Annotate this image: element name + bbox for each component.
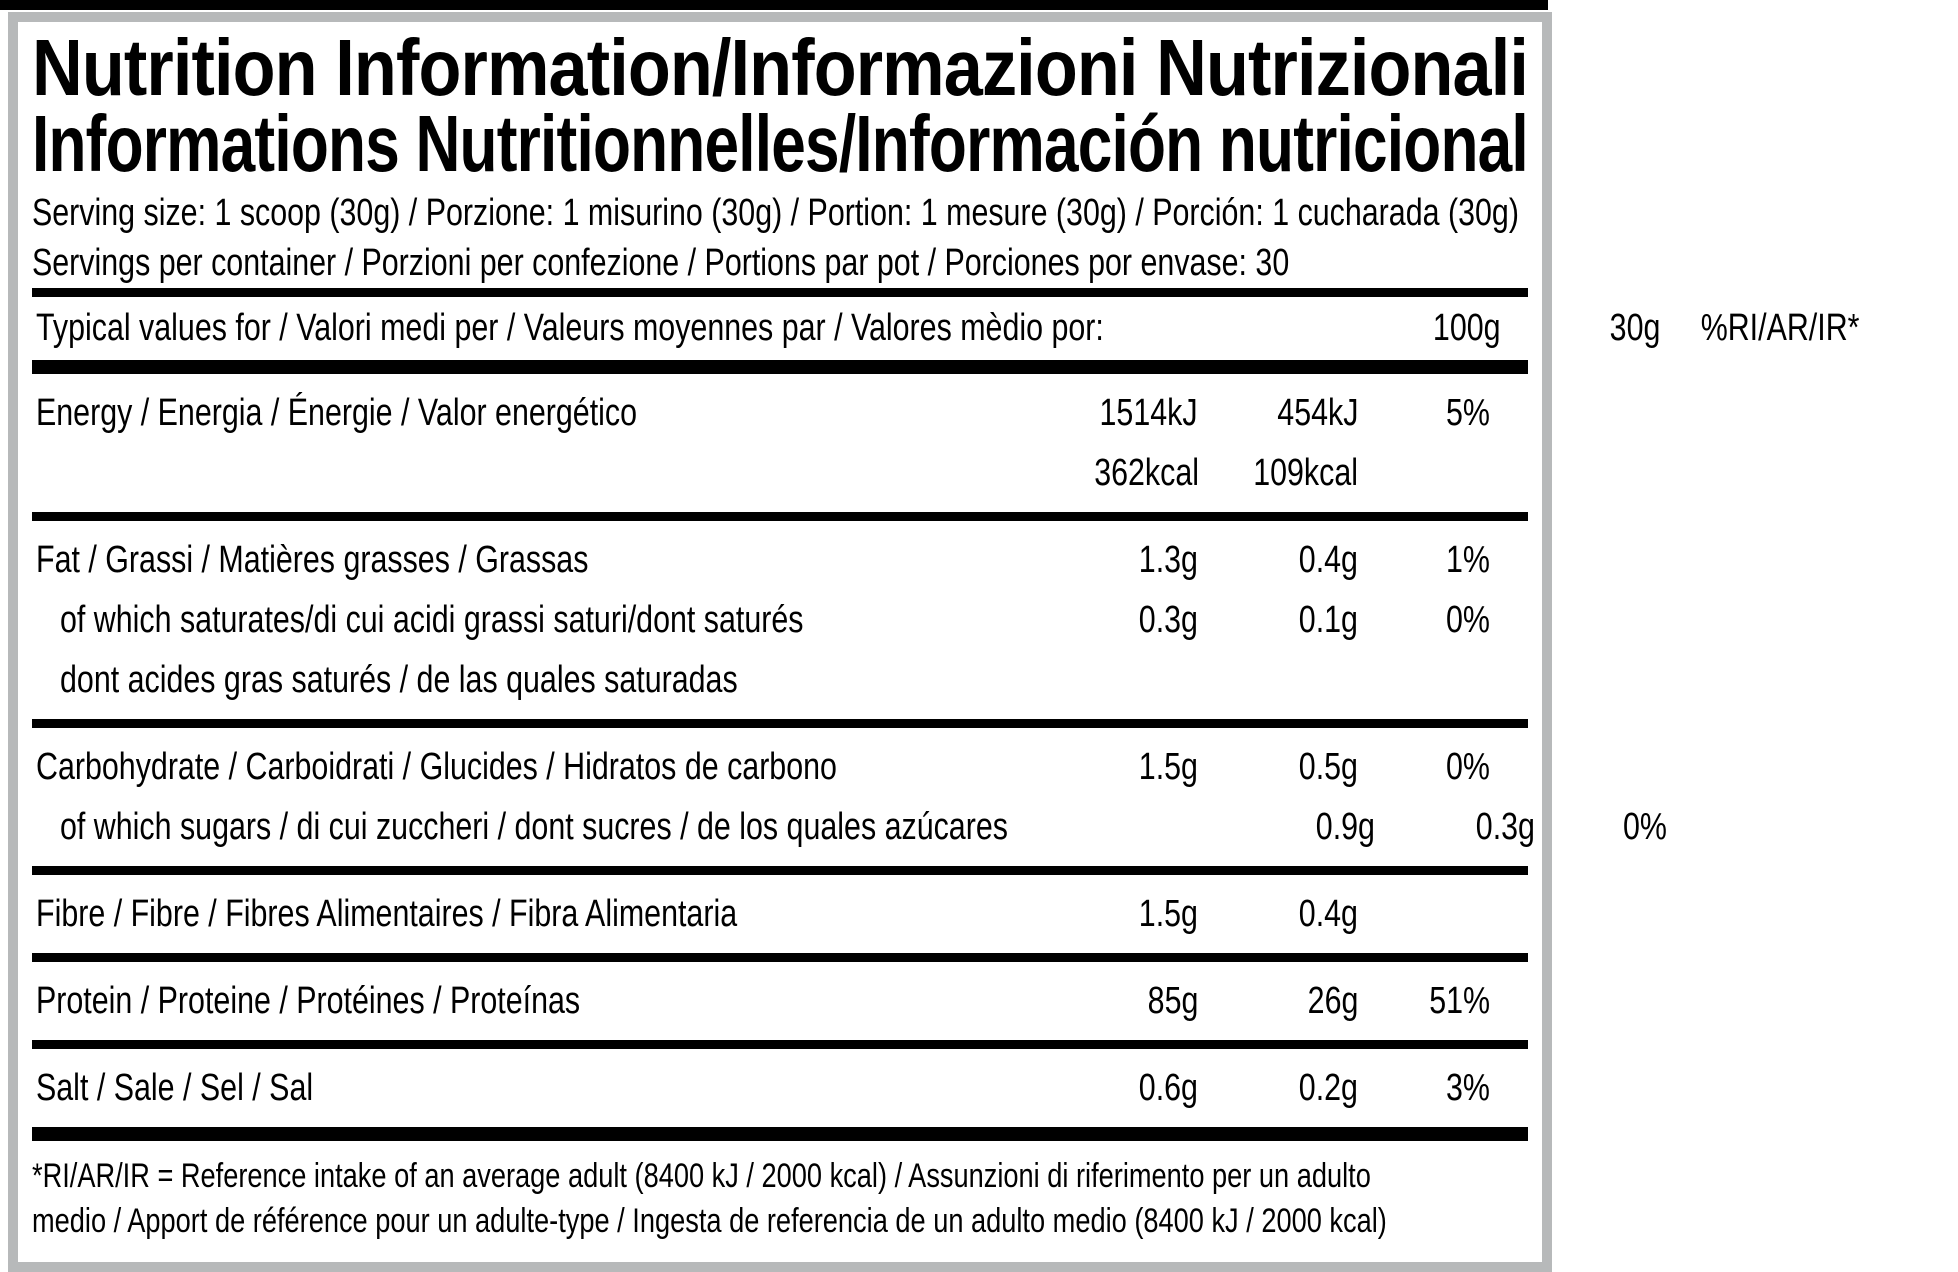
divider-below-carbohydrate <box>32 866 1528 875</box>
nutrition-label-panel <box>8 12 1860 1272</box>
section-fat <box>32 521 1528 719</box>
fat-label-cell <box>32 530 1068 590</box>
carbohydrate-percent: 0% <box>1446 746 1490 788</box>
energy-30g-kj-cell <box>1198 383 1358 443</box>
footnote-line-2: medio / Apport de référence pour un adulte-type / Ingesta de referencia de un adulto medio (8400 kJ / 2000 kcal) <box>32 1202 1387 1240</box>
column-header-100g-text: 100g <box>1433 307 1501 349</box>
divider-thick-below-header <box>32 360 1528 374</box>
table-header-row <box>32 297 1860 360</box>
energy-30g-kcal-cell <box>1198 443 1358 503</box>
title-row-2 <box>32 99 1528 188</box>
protein-100g: 85g <box>1147 980 1198 1022</box>
fat-saturates-cont-30g-cell <box>1198 650 1358 710</box>
section-fibre <box>32 875 1528 953</box>
carbohydrate-30g: 0.5g <box>1298 746 1358 788</box>
energy-kcal-empty-cell <box>32 443 1068 503</box>
salt-30g: 0.2g <box>1298 1067 1358 1109</box>
row-protein <box>32 971 1528 1031</box>
salt-percent: 3% <box>1446 1067 1490 1109</box>
fat-percent: 1% <box>1446 539 1490 581</box>
label-content <box>18 22 1860 1262</box>
fibre-30g-cell <box>1198 884 1358 944</box>
energy-percent: 5% <box>1446 392 1490 434</box>
fibre-label-cell <box>32 884 1068 944</box>
row-energy-kj <box>32 383 1528 443</box>
row-fat <box>32 530 1528 590</box>
energy-kcal-percent-cell <box>1358 443 1528 503</box>
section-energy <box>32 374 1528 512</box>
serving-info <box>32 182 1528 288</box>
fat-saturates-cont-label-cell <box>32 650 1068 710</box>
fat-label: Fat / Grassi / Matières grasses / Grassas <box>36 539 589 581</box>
column-header-30g <box>1501 306 1661 350</box>
protein-percent-cell <box>1358 971 1528 1031</box>
fat-percent-cell <box>1358 530 1528 590</box>
sugars-100g: 0.9g <box>1315 806 1375 848</box>
fat-100g: 1.3g <box>1138 539 1198 581</box>
energy-30g-kcal: 109kcal <box>1253 452 1358 494</box>
table-header-label: Typical values for / Valori medi per / Valeurs moyennes par / Valores mèdio por: <box>36 307 1104 349</box>
row-carbohydrate <box>32 737 1528 797</box>
footnote-row-2 <box>32 1199 1528 1244</box>
protein-30g-cell <box>1198 971 1358 1031</box>
column-header-percent <box>1661 306 1860 350</box>
footnote-line-1: *RI/AR/IR = Reference intake of an average adult (8400 kJ / 2000 kcal) / Assunzioni di riferimento per un adulto <box>32 1157 1371 1195</box>
column-header-100g <box>1371 306 1501 350</box>
fat-saturates-30g-cell <box>1198 590 1358 650</box>
divider-above-header <box>32 288 1528 297</box>
fat-100g-cell <box>1068 530 1198 590</box>
section-salt <box>32 1049 1528 1127</box>
title-line-2: Informations Nutritionnelles/Información nutricional <box>32 99 1528 188</box>
fat-saturates-cont-percent-cell <box>1358 650 1528 710</box>
energy-label: Energy / Energia / Énergie / Valor energético <box>36 392 638 434</box>
fibre-100g: 1.5g <box>1138 893 1198 935</box>
fat-saturates-30g: 0.1g <box>1298 599 1358 641</box>
servings-per-container-row <box>32 238 1528 288</box>
fat-saturates-percent: 0% <box>1446 599 1490 641</box>
fibre-100g-cell <box>1068 884 1198 944</box>
fat-saturates-cont-label: dont acides gras saturés / de las quales saturadas <box>60 659 738 701</box>
row-sugars <box>32 797 1667 857</box>
salt-label: Salt / Sale / Sel / Sal <box>36 1067 314 1109</box>
salt-100g-cell <box>1068 1058 1198 1118</box>
divider-thick-above-footnote <box>32 1127 1528 1141</box>
protein-percent: 51% <box>1429 980 1490 1022</box>
energy-100g-kj: 1514kJ <box>1099 392 1198 434</box>
energy-100g-kj-cell <box>1068 383 1198 443</box>
fat-saturates-100g: 0.3g <box>1138 599 1198 641</box>
serving-size-text: Serving size: 1 scoop (30g) / Porzione: 1 misurino (30g) / Portion: 1 mesure (30g) / Porción: 1 cucharada (30g) <box>32 192 1519 234</box>
title-line-1: Nutrition Information/Informazioni Nutrizionali <box>32 23 1528 112</box>
divider-below-fibre <box>32 953 1528 962</box>
fat-saturates-label-cell <box>32 590 1068 650</box>
title-row-1 <box>32 23 1528 112</box>
carbohydrate-100g-cell <box>1068 737 1198 797</box>
salt-label-cell <box>32 1058 1068 1118</box>
sugars-label-cell <box>32 797 1245 857</box>
divider-below-fat <box>32 719 1528 728</box>
sugars-percent-cell <box>1535 797 1705 857</box>
label-title <box>32 22 1528 188</box>
sugars-30g-cell <box>1375 797 1535 857</box>
cropped-label-edge <box>0 0 1548 10</box>
fat-saturates-percent-cell <box>1358 590 1528 650</box>
protein-30g: 26g <box>1307 980 1358 1022</box>
sugars-100g-cell <box>1245 797 1375 857</box>
carbohydrate-label-cell <box>32 737 1068 797</box>
sugars-percent: 0% <box>1622 806 1667 848</box>
protein-label: Protein / Proteine / Protéines / Proteínas <box>36 980 581 1022</box>
carbohydrate-100g: 1.5g <box>1138 746 1198 788</box>
fibre-30g: 0.4g <box>1298 893 1358 935</box>
table-header-label-cell <box>32 306 1371 350</box>
fat-saturates-100g-cell <box>1068 590 1198 650</box>
salt-percent-cell <box>1358 1058 1528 1118</box>
section-protein <box>32 962 1528 1040</box>
footnote-row-1 <box>32 1154 1528 1199</box>
section-carbohydrate <box>32 728 1667 866</box>
fat-saturates-label: of which saturates/di cui acidi grassi saturi/dont saturés <box>60 599 804 641</box>
row-energy-kcal <box>32 443 1528 503</box>
fibre-label: Fibre / Fibre / Fibres Alimentaires / Fibra Alimentaria <box>36 893 738 935</box>
carbohydrate-percent-cell <box>1358 737 1528 797</box>
energy-30g-kj: 454kJ <box>1276 392 1358 434</box>
divider-below-energy <box>32 512 1528 521</box>
energy-100g-kcal: 362kcal <box>1094 452 1199 494</box>
salt-100g: 0.6g <box>1138 1067 1198 1109</box>
servings-per-container-text: Servings per container / Porzioni per confezione / Portions par pot / Porciones por envase: 30 <box>32 242 1290 284</box>
footnote <box>32 1141 1528 1262</box>
fibre-percent-cell <box>1358 884 1528 944</box>
energy-100g-kcal-cell <box>1068 443 1198 503</box>
row-fat-saturates-continued <box>32 650 1528 710</box>
sugars-label: of which sugars / di cui zuccheri / dont sucres / de los quales azúcares <box>60 806 1008 848</box>
energy-percent-cell <box>1358 383 1528 443</box>
fat-30g: 0.4g <box>1298 539 1358 581</box>
serving-size-row <box>32 188 1528 238</box>
row-fibre <box>32 884 1528 944</box>
row-fat-saturates <box>32 590 1528 650</box>
fat-saturates-cont-100g-cell <box>1068 650 1198 710</box>
row-salt <box>32 1058 1528 1118</box>
carbohydrate-30g-cell <box>1198 737 1358 797</box>
fat-30g-cell <box>1198 530 1358 590</box>
column-header-percent-text: %RI/AR/IR* <box>1700 307 1860 349</box>
protein-100g-cell <box>1068 971 1198 1031</box>
divider-below-protein <box>32 1040 1528 1049</box>
protein-label-cell <box>32 971 1068 1031</box>
carbohydrate-label: Carbohydrate / Carboidrati / Glucides / Hidratos de carbono <box>36 746 837 788</box>
salt-30g-cell <box>1198 1058 1358 1118</box>
column-header-30g-text: 30g <box>1610 307 1661 349</box>
energy-label-cell <box>32 383 1068 443</box>
sugars-30g: 0.3g <box>1475 806 1535 848</box>
